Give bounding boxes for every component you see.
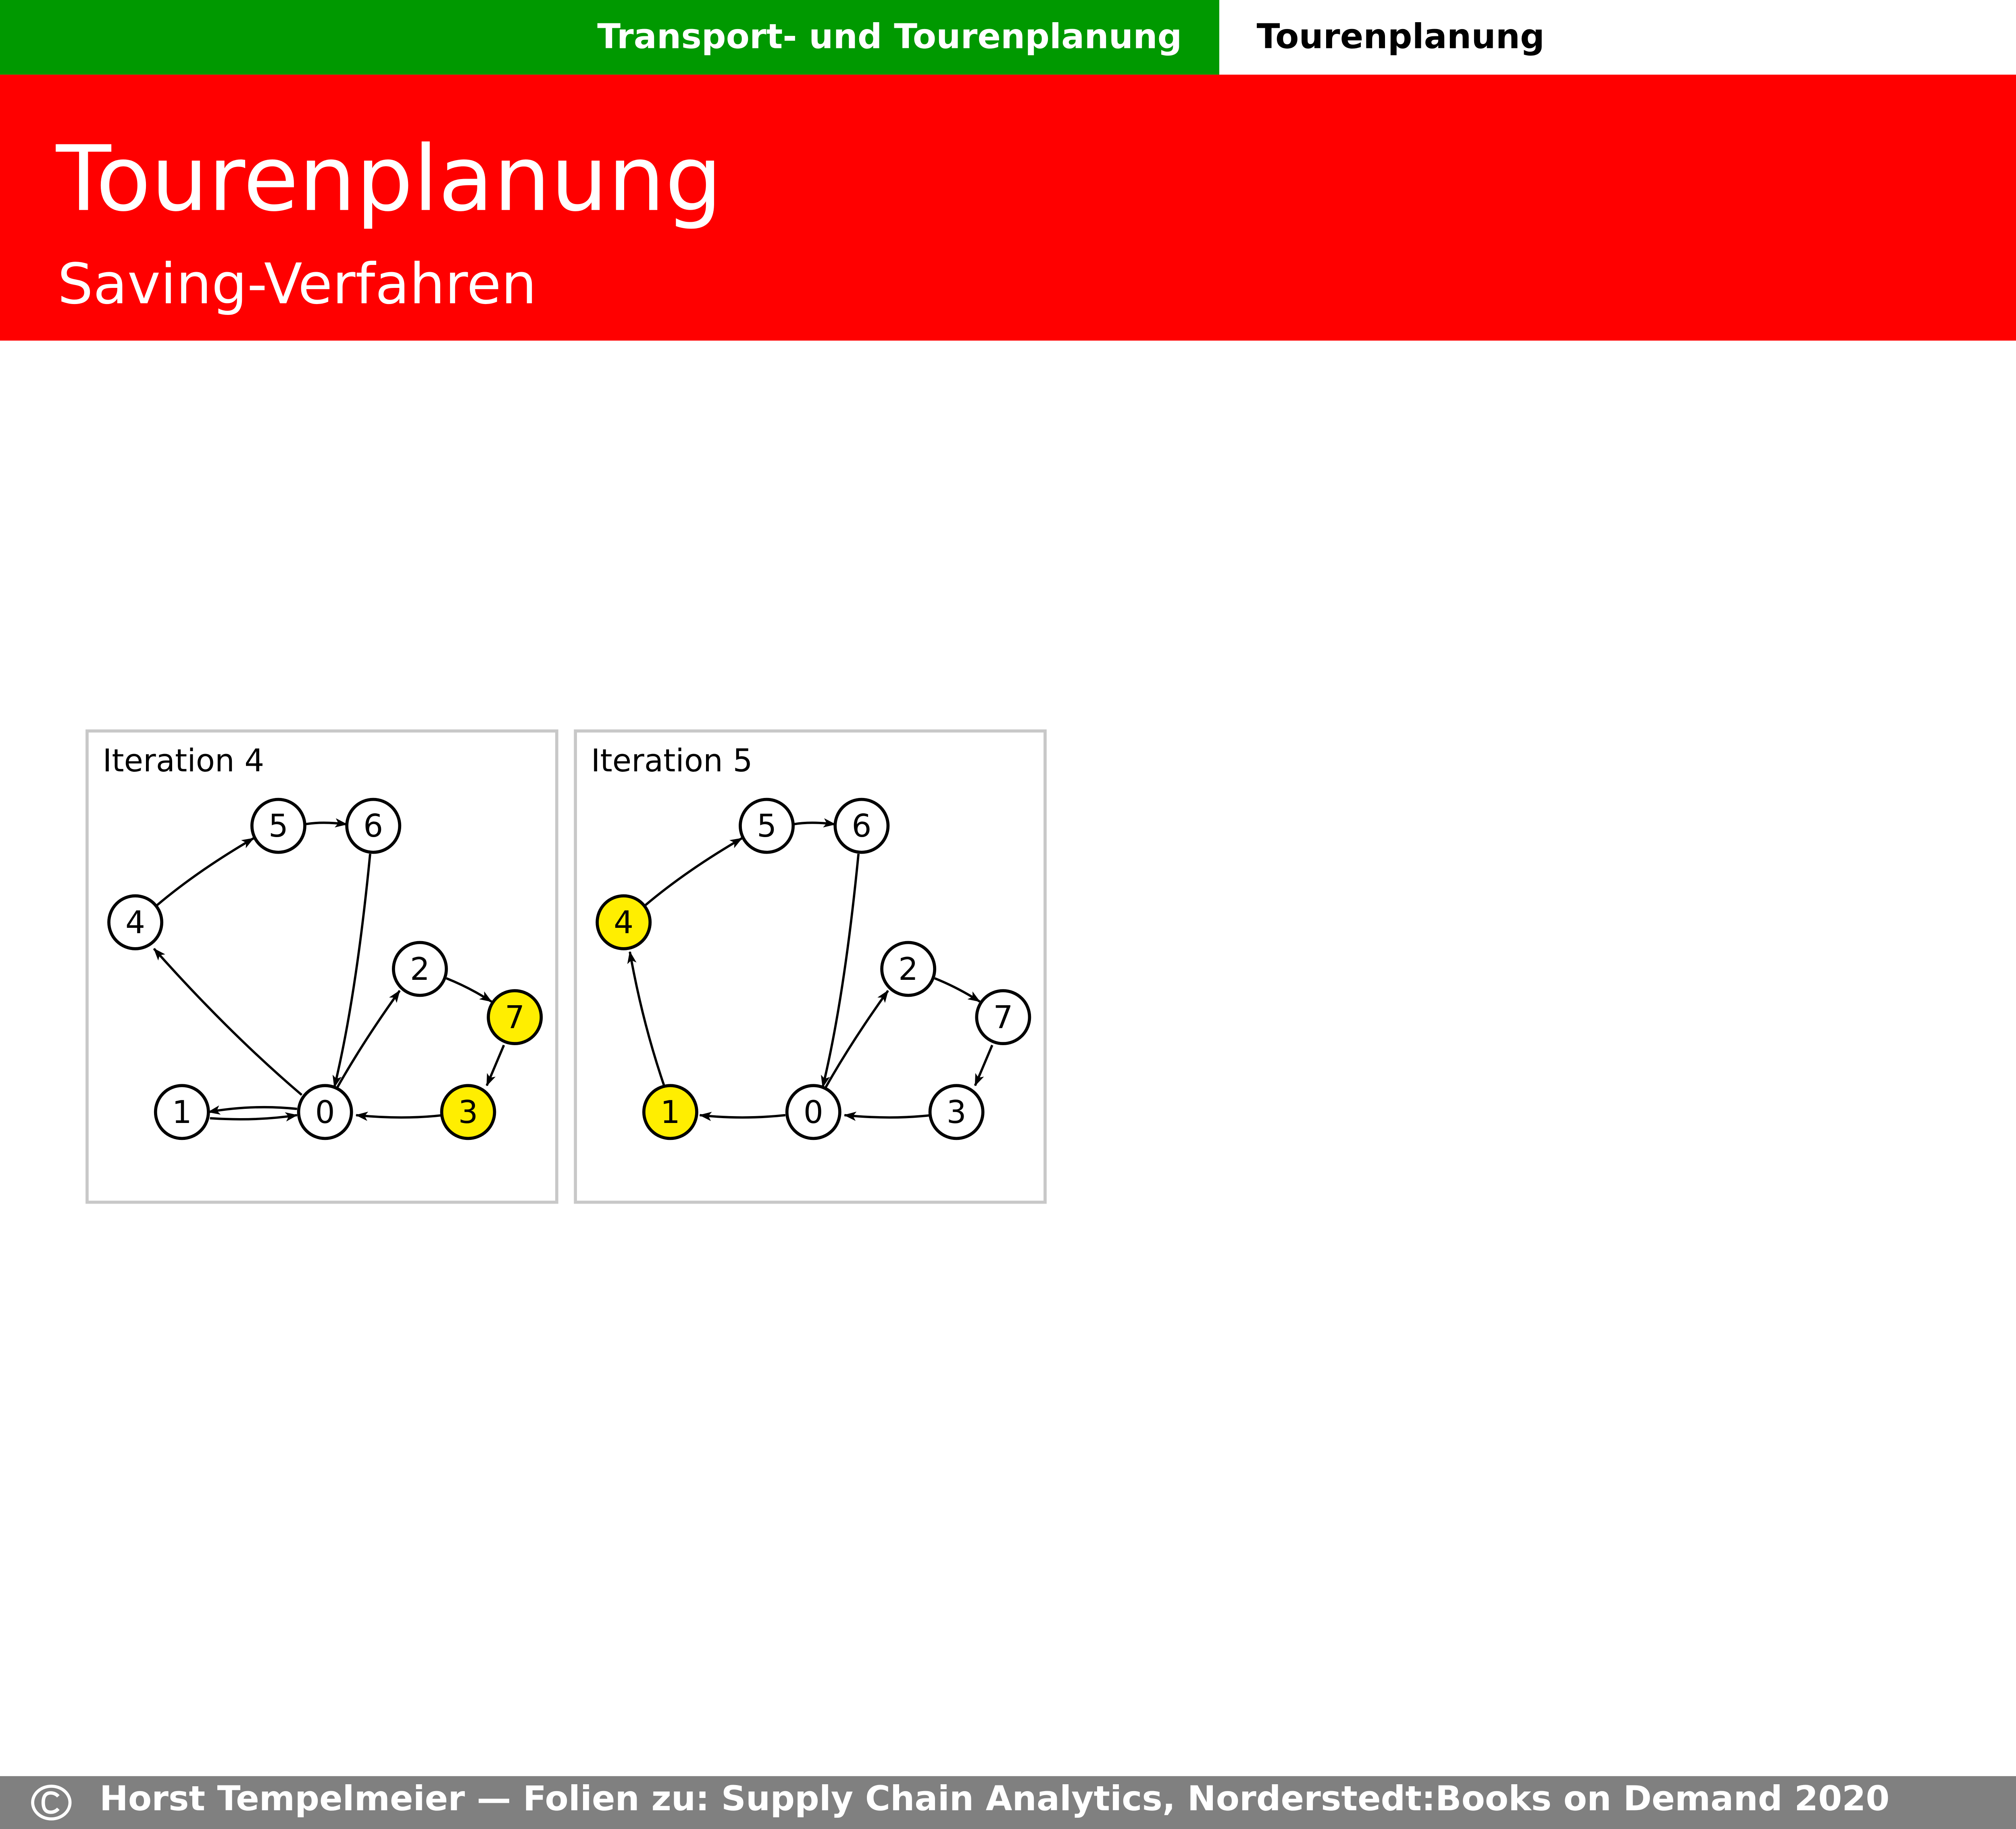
edge-0-1 — [208, 1107, 297, 1112]
node-0 — [787, 1085, 840, 1138]
node-2 — [882, 942, 935, 995]
edge-2-7 — [935, 978, 980, 1002]
node-7 — [977, 991, 1029, 1044]
edge-6-0 — [334, 854, 370, 1087]
edge-1-4 — [630, 952, 664, 1086]
route-graph — [577, 733, 1050, 1207]
node-3 — [930, 1085, 983, 1138]
footer-citation: Horst Tempelmeier — Folien zu: Supply Chain Analytics, Norderstedt:Books on Demand 2020 — [99, 1781, 1890, 1820]
edge-0-2 — [337, 991, 400, 1087]
node-4 — [597, 896, 650, 949]
panel-label: Iteration 5 — [591, 742, 753, 779]
node-2 — [394, 942, 446, 995]
node-4 — [109, 896, 162, 949]
node-5 — [252, 800, 305, 852]
title-band — [0, 75, 2016, 341]
svg-text:3: 3 — [946, 1094, 966, 1131]
graph-panel-iteration-5 — [574, 729, 1047, 1204]
graph-panel-iteration-4 — [85, 729, 558, 1204]
edge-3-0 — [356, 1115, 443, 1118]
edge-0-4 — [154, 949, 302, 1095]
node-6 — [835, 800, 888, 852]
edge-5-6 — [305, 823, 347, 824]
edge-1-0 — [210, 1115, 297, 1119]
svg-text:2: 2 — [410, 951, 430, 987]
svg-text:2: 2 — [898, 951, 918, 987]
node-6 — [347, 800, 400, 852]
svg-text:6: 6 — [363, 808, 383, 845]
node-5 — [740, 800, 793, 852]
edge-0-1 — [700, 1115, 785, 1118]
node-0 — [299, 1085, 352, 1138]
node-1 — [156, 1085, 208, 1138]
route-graph — [89, 733, 562, 1207]
svg-text:0: 0 — [315, 1094, 335, 1131]
panel-label: Iteration 4 — [102, 742, 264, 779]
nav-section[interactable] — [0, 0, 1219, 75]
slide-subtitle: Saving-Verfahren — [57, 253, 537, 317]
svg-text:1: 1 — [660, 1094, 680, 1131]
nav-section-label: Transport- und Tourenplanung — [597, 18, 1182, 57]
svg-text:7: 7 — [505, 999, 525, 1036]
footer-bar — [0, 1776, 2016, 1829]
svg-text:3: 3 — [458, 1094, 478, 1131]
nav-subsection[interactable] — [1219, 0, 2016, 75]
svg-text:6: 6 — [852, 808, 872, 845]
edge-4-5 — [157, 838, 254, 905]
node-7 — [488, 991, 541, 1044]
edge-2-7 — [446, 978, 492, 1002]
edge-6-0 — [823, 854, 858, 1087]
copyright-icon — [29, 1782, 73, 1823]
svg-text:4: 4 — [614, 904, 634, 941]
node-1 — [644, 1085, 697, 1138]
slide-title: Tourenplanung — [56, 126, 723, 232]
edge-7-3 — [975, 1045, 992, 1085]
edge-5-6 — [793, 823, 835, 824]
svg-text:0: 0 — [803, 1094, 823, 1131]
svg-text:4: 4 — [125, 904, 146, 941]
edge-3-0 — [844, 1115, 931, 1118]
svg-text:5: 5 — [757, 808, 777, 845]
node-3 — [442, 1085, 494, 1138]
svg-text:7: 7 — [993, 999, 1013, 1036]
svg-text:5: 5 — [268, 808, 288, 845]
edge-7-3 — [487, 1045, 504, 1085]
edge-0-2 — [826, 991, 888, 1087]
edge-4-5 — [646, 838, 742, 905]
svg-text:1: 1 — [172, 1094, 192, 1131]
nav-subsection-label: Tourenplanung — [1256, 18, 1545, 57]
